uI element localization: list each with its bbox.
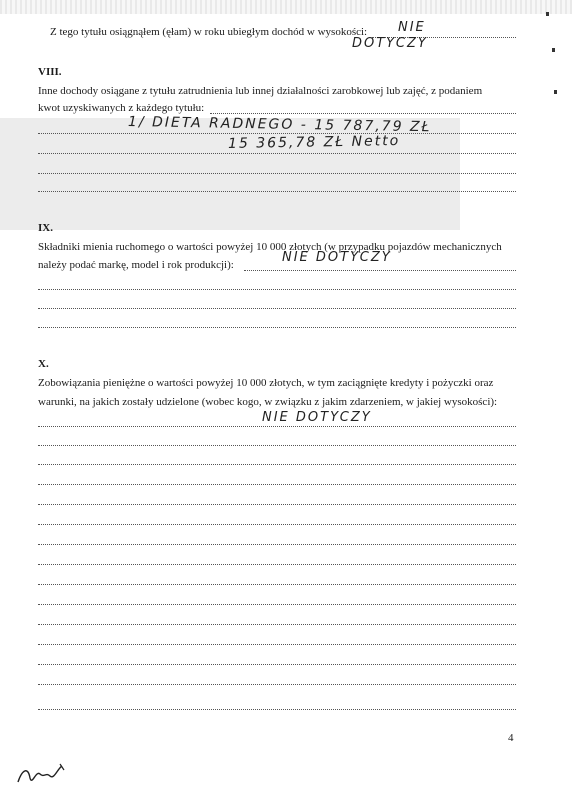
section-x-text: Zobowiązania pieniężne o wartości powyżej 10 000 złotych, w tym zaciągnięte kredyty i pożyczki oraz [38, 377, 494, 389]
answer-line [210, 112, 516, 114]
section-viii-text: Inne dochody osiągane z tytułu zatrudnienia lub innej działalności zarobkowej lub zajęć, z podaniem [38, 85, 483, 97]
answer-line [38, 563, 516, 565]
scan-artifact-top [0, 0, 572, 14]
margin-mark [552, 48, 555, 52]
answer-line [38, 463, 516, 465]
answer-line [38, 708, 516, 710]
answer-line [38, 172, 516, 174]
answer-line [38, 444, 516, 446]
handwritten-answer: DOTYCZY [352, 36, 428, 51]
answer-line [38, 663, 516, 665]
section-x-text: warunki, na jakich zostały udzielone (wobec kogo, w związku z jakim zdarzeniem, w jakiej wysokości): [38, 396, 498, 408]
handwritten-answer: 1/ DIETA RADNEGO - 15 787,79 ZŁ [127, 114, 432, 136]
answer-line [38, 503, 516, 505]
page-number: 4 [508, 732, 514, 744]
margin-mark [554, 90, 557, 94]
section-heading-viii: VIII. [38, 66, 62, 78]
answer-line [38, 425, 516, 427]
answer-line [38, 643, 516, 645]
income-statement-text: Z tego tytułu osiągnąłem (ęłam) w roku ubiegłym dochód w wysokości: [50, 26, 368, 38]
section-heading-x: X. [38, 358, 49, 370]
answer-line [38, 543, 516, 545]
answer-line [38, 190, 516, 192]
answer-line [38, 683, 516, 685]
answer-line [244, 269, 516, 271]
section-viii-text: kwot uzyskiwanych z każdego tytułu: [38, 102, 205, 114]
answer-line [38, 326, 516, 328]
answer-line [38, 132, 516, 134]
margin-mark [546, 12, 549, 16]
answer-line [38, 152, 516, 154]
answer-line [38, 288, 516, 290]
answer-line [38, 307, 516, 309]
handwritten-answer: NIE [398, 20, 426, 35]
handwritten-answer: NIE DOTYCZY [262, 410, 372, 425]
signature-image [14, 760, 74, 788]
answer-line [38, 483, 516, 485]
handwritten-answer: 15 365,78 ZŁ Netto [227, 132, 401, 152]
section-ix-text: należy podać markę, model i rok produkcji): [38, 259, 234, 271]
section-heading-ix: IX. [38, 222, 53, 234]
answer-line [38, 603, 516, 605]
handwritten-answer: NIE DOTYCZY [282, 250, 392, 265]
answer-line [38, 623, 516, 625]
answer-line [38, 523, 516, 525]
section-ix-text: Składniki mienia ruchomego o wartości powyżej 10 000 złotych (w przypadku pojazdów mechanicznych [38, 241, 502, 253]
answer-line [38, 583, 516, 585]
